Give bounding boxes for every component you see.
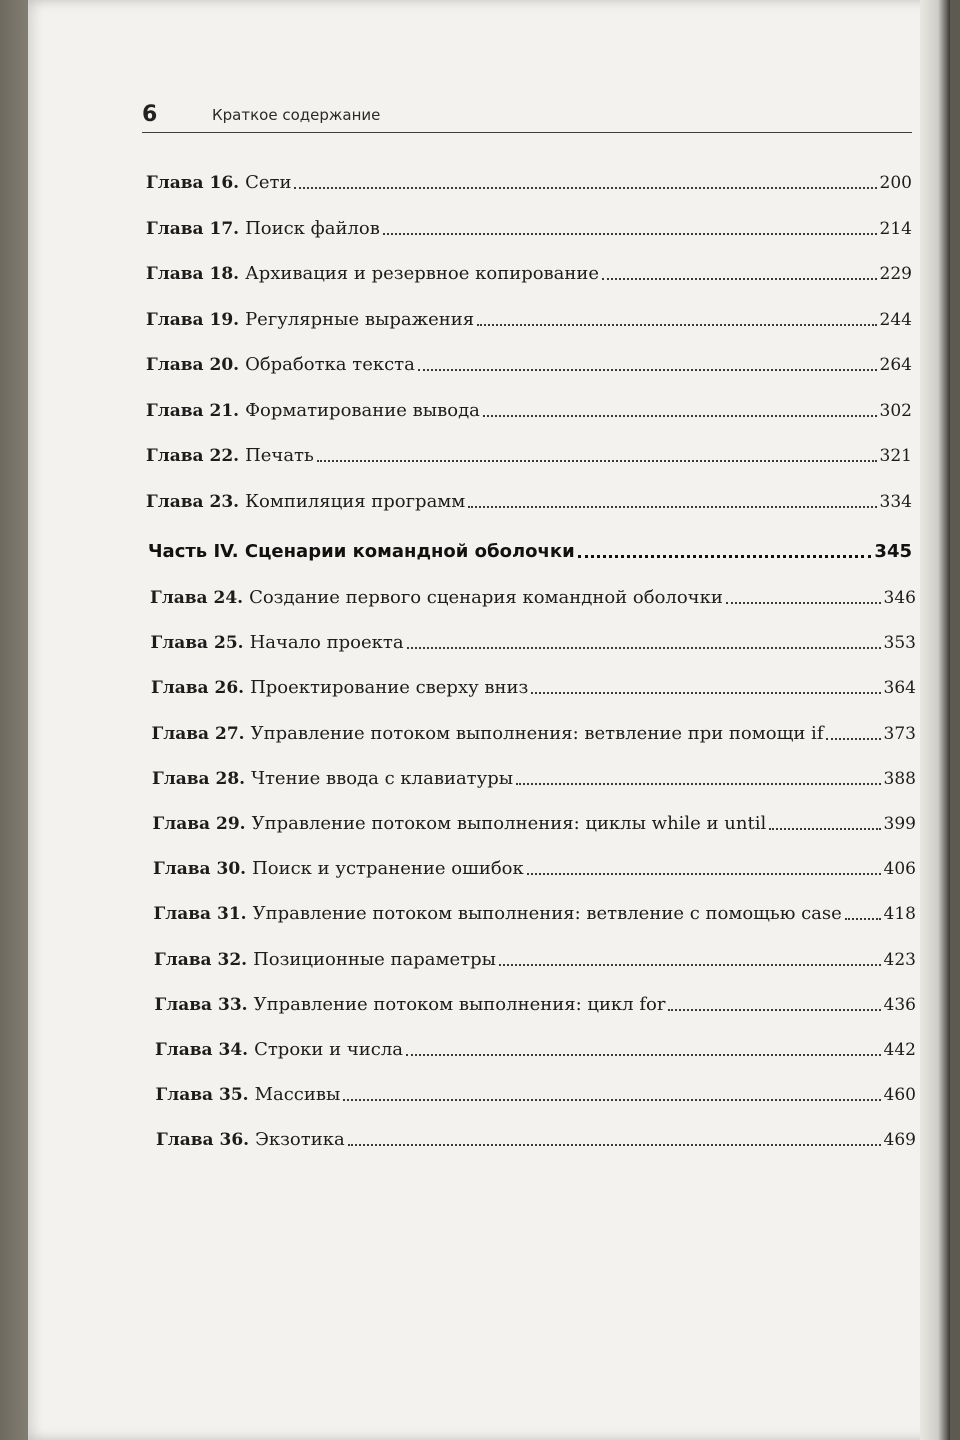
dot-leader: [383, 233, 877, 235]
dot-leader: [294, 187, 876, 189]
dot-leader: [769, 828, 880, 830]
chapter-title: Управление потоком выполнения: цикл for: [253, 993, 666, 1015]
toc-entry: [155, 1039, 916, 1061]
chapter-title: Экзотика: [255, 1129, 345, 1151]
chapter-label: Глава 30.: [153, 859, 247, 880]
chapter-label: Глава 23.: [146, 491, 240, 512]
toc-entry: [152, 723, 917, 745]
chapter-label: Глава 16.: [146, 173, 240, 193]
chapter-title: Управление потоком выполнения: ветвление при помощи if: [250, 722, 824, 744]
chapter-label: Глава 36.: [156, 1130, 250, 1151]
chapter-title: Архивация и резервное копирование: [245, 263, 600, 284]
chapter-page-number: 264: [879, 355, 912, 375]
toc-entry: [154, 903, 917, 925]
chapter-page-number: 436: [883, 994, 916, 1015]
chapter-page-number: 469: [883, 1130, 916, 1151]
chapter-title: Поиск и устранение ошибок: [252, 858, 524, 880]
toc-entry: [155, 994, 917, 1016]
chapter-label: Глава 33.: [154, 994, 248, 1015]
dot-leader: [578, 555, 872, 558]
toc-entry: [146, 309, 912, 331]
chapter-label: Глава 32.: [154, 949, 248, 970]
chapter-title: Управление потоком выполнения: ветвление с помощью case: [252, 903, 842, 925]
chapter-page-number: 460: [883, 1085, 916, 1106]
chapter-label: Глава 18.: [146, 264, 240, 284]
dot-leader: [531, 692, 880, 694]
chapter-label: Глава 22.: [146, 446, 240, 466]
page-number: 6: [142, 102, 158, 127]
toc-entry: [152, 768, 916, 790]
chapter-page-number: 244: [879, 309, 912, 330]
chapter-label: Глава 31.: [153, 904, 247, 925]
toc-entry: [153, 813, 917, 835]
chapter-title: Проектирование сверху вниз: [250, 677, 529, 699]
chapter-label: Глава 27.: [151, 723, 245, 744]
dot-leader: [826, 738, 880, 740]
chapter-page-number: 364: [883, 678, 916, 699]
chapter-page-number: 373: [883, 723, 916, 744]
chapter-page-number: 399: [883, 814, 916, 834]
chapter-label: Глава 26.: [151, 678, 245, 699]
chapter-page-number: 346: [883, 588, 916, 608]
dot-leader: [845, 918, 881, 920]
chapter-page-number: 229: [879, 264, 912, 284]
toc-entry: [146, 263, 912, 285]
chapter-page-number: 334: [879, 491, 912, 512]
chapter-title: Печать: [245, 445, 314, 466]
dot-leader: [468, 506, 876, 508]
chapter-page-number: 418: [883, 904, 916, 925]
dot-leader: [726, 602, 881, 604]
chapter-label: Глава 28.: [152, 768, 246, 789]
toc-entry: [146, 491, 912, 513]
dot-leader: [602, 278, 876, 280]
chapter-label: Глава 35.: [155, 1085, 249, 1106]
chapter-label: Глава 25.: [150, 633, 244, 654]
chapter-page-number: 214: [879, 218, 912, 239]
chapter-page-number: 353: [883, 633, 916, 654]
toc-entry: [146, 445, 912, 467]
chapter-page-number: 302: [879, 400, 912, 421]
chapter-title: Обработка текста: [245, 354, 415, 375]
chapter-page-number: 442: [883, 1040, 916, 1060]
toc-entry: [151, 632, 917, 654]
chapter-title: Поиск файлов: [245, 217, 380, 239]
dot-leader: [477, 324, 876, 326]
chapter-title: Сети: [245, 172, 292, 193]
chapter-title: Форматирование вывода: [245, 399, 480, 421]
chapter-label: Глава 17.: [146, 218, 240, 239]
chapter-title: Управление потоком выполнения: циклы while и until: [251, 813, 767, 834]
chapter-label: Глава 34.: [155, 1040, 249, 1060]
dot-leader: [348, 1144, 881, 1146]
chapter-title: Начало проекта: [249, 632, 404, 654]
running-title: Краткое содержание: [212, 106, 381, 124]
dot-leader: [668, 1009, 880, 1011]
dot-leader: [516, 783, 880, 785]
chapter-label: Глава 20.: [146, 355, 240, 375]
chapter-title: Регулярные выражения: [245, 308, 475, 330]
toc-entry: [151, 677, 916, 699]
part-title: Часть IV. Сценарии командной оболочки: [148, 541, 575, 562]
dot-leader: [407, 647, 881, 649]
dot-leader: [499, 964, 881, 966]
toc-entry: [146, 218, 912, 240]
part-page-number: 345: [874, 541, 912, 562]
toc-entry: [154, 949, 916, 971]
chapter-title: Компиляция программ: [245, 490, 466, 512]
chapter-label: Глава 19.: [146, 309, 240, 330]
toc-entry: [150, 587, 916, 609]
chapter-page-number: 388: [883, 768, 916, 789]
chapter-page-number: 200: [879, 173, 912, 193]
dot-leader: [343, 1099, 880, 1101]
toc-part-heading: [148, 541, 912, 563]
toc-entry: [153, 858, 916, 880]
dot-leader: [418, 369, 877, 371]
toc-entry: [156, 1129, 916, 1151]
toc-entry: [146, 400, 912, 422]
chapter-page-number: 321: [879, 446, 912, 466]
toc-entry: [146, 354, 912, 376]
dot-leader: [527, 873, 881, 875]
dot-leader: [483, 415, 877, 417]
chapter-title: Массивы: [254, 1084, 341, 1106]
chapter-label: Глава 24.: [150, 588, 244, 608]
dot-leader: [406, 1054, 881, 1056]
chapter-title: Строки и числа: [254, 1039, 403, 1060]
dot-leader: [317, 460, 877, 462]
chapter-label: Глава 29.: [152, 814, 246, 834]
chapter-title: Создание первого сценария командной оболочки: [249, 587, 723, 608]
chapter-page-number: 406: [883, 859, 916, 880]
chapter-title: Позиционные параметры: [253, 948, 496, 970]
chapter-label: Глава 21.: [146, 400, 240, 421]
toc-entry: [156, 1084, 917, 1106]
chapter-title: Чтение ввода с клавиатуры: [251, 767, 514, 789]
toc-entry: [146, 172, 912, 194]
chapter-page-number: 423: [883, 949, 916, 970]
